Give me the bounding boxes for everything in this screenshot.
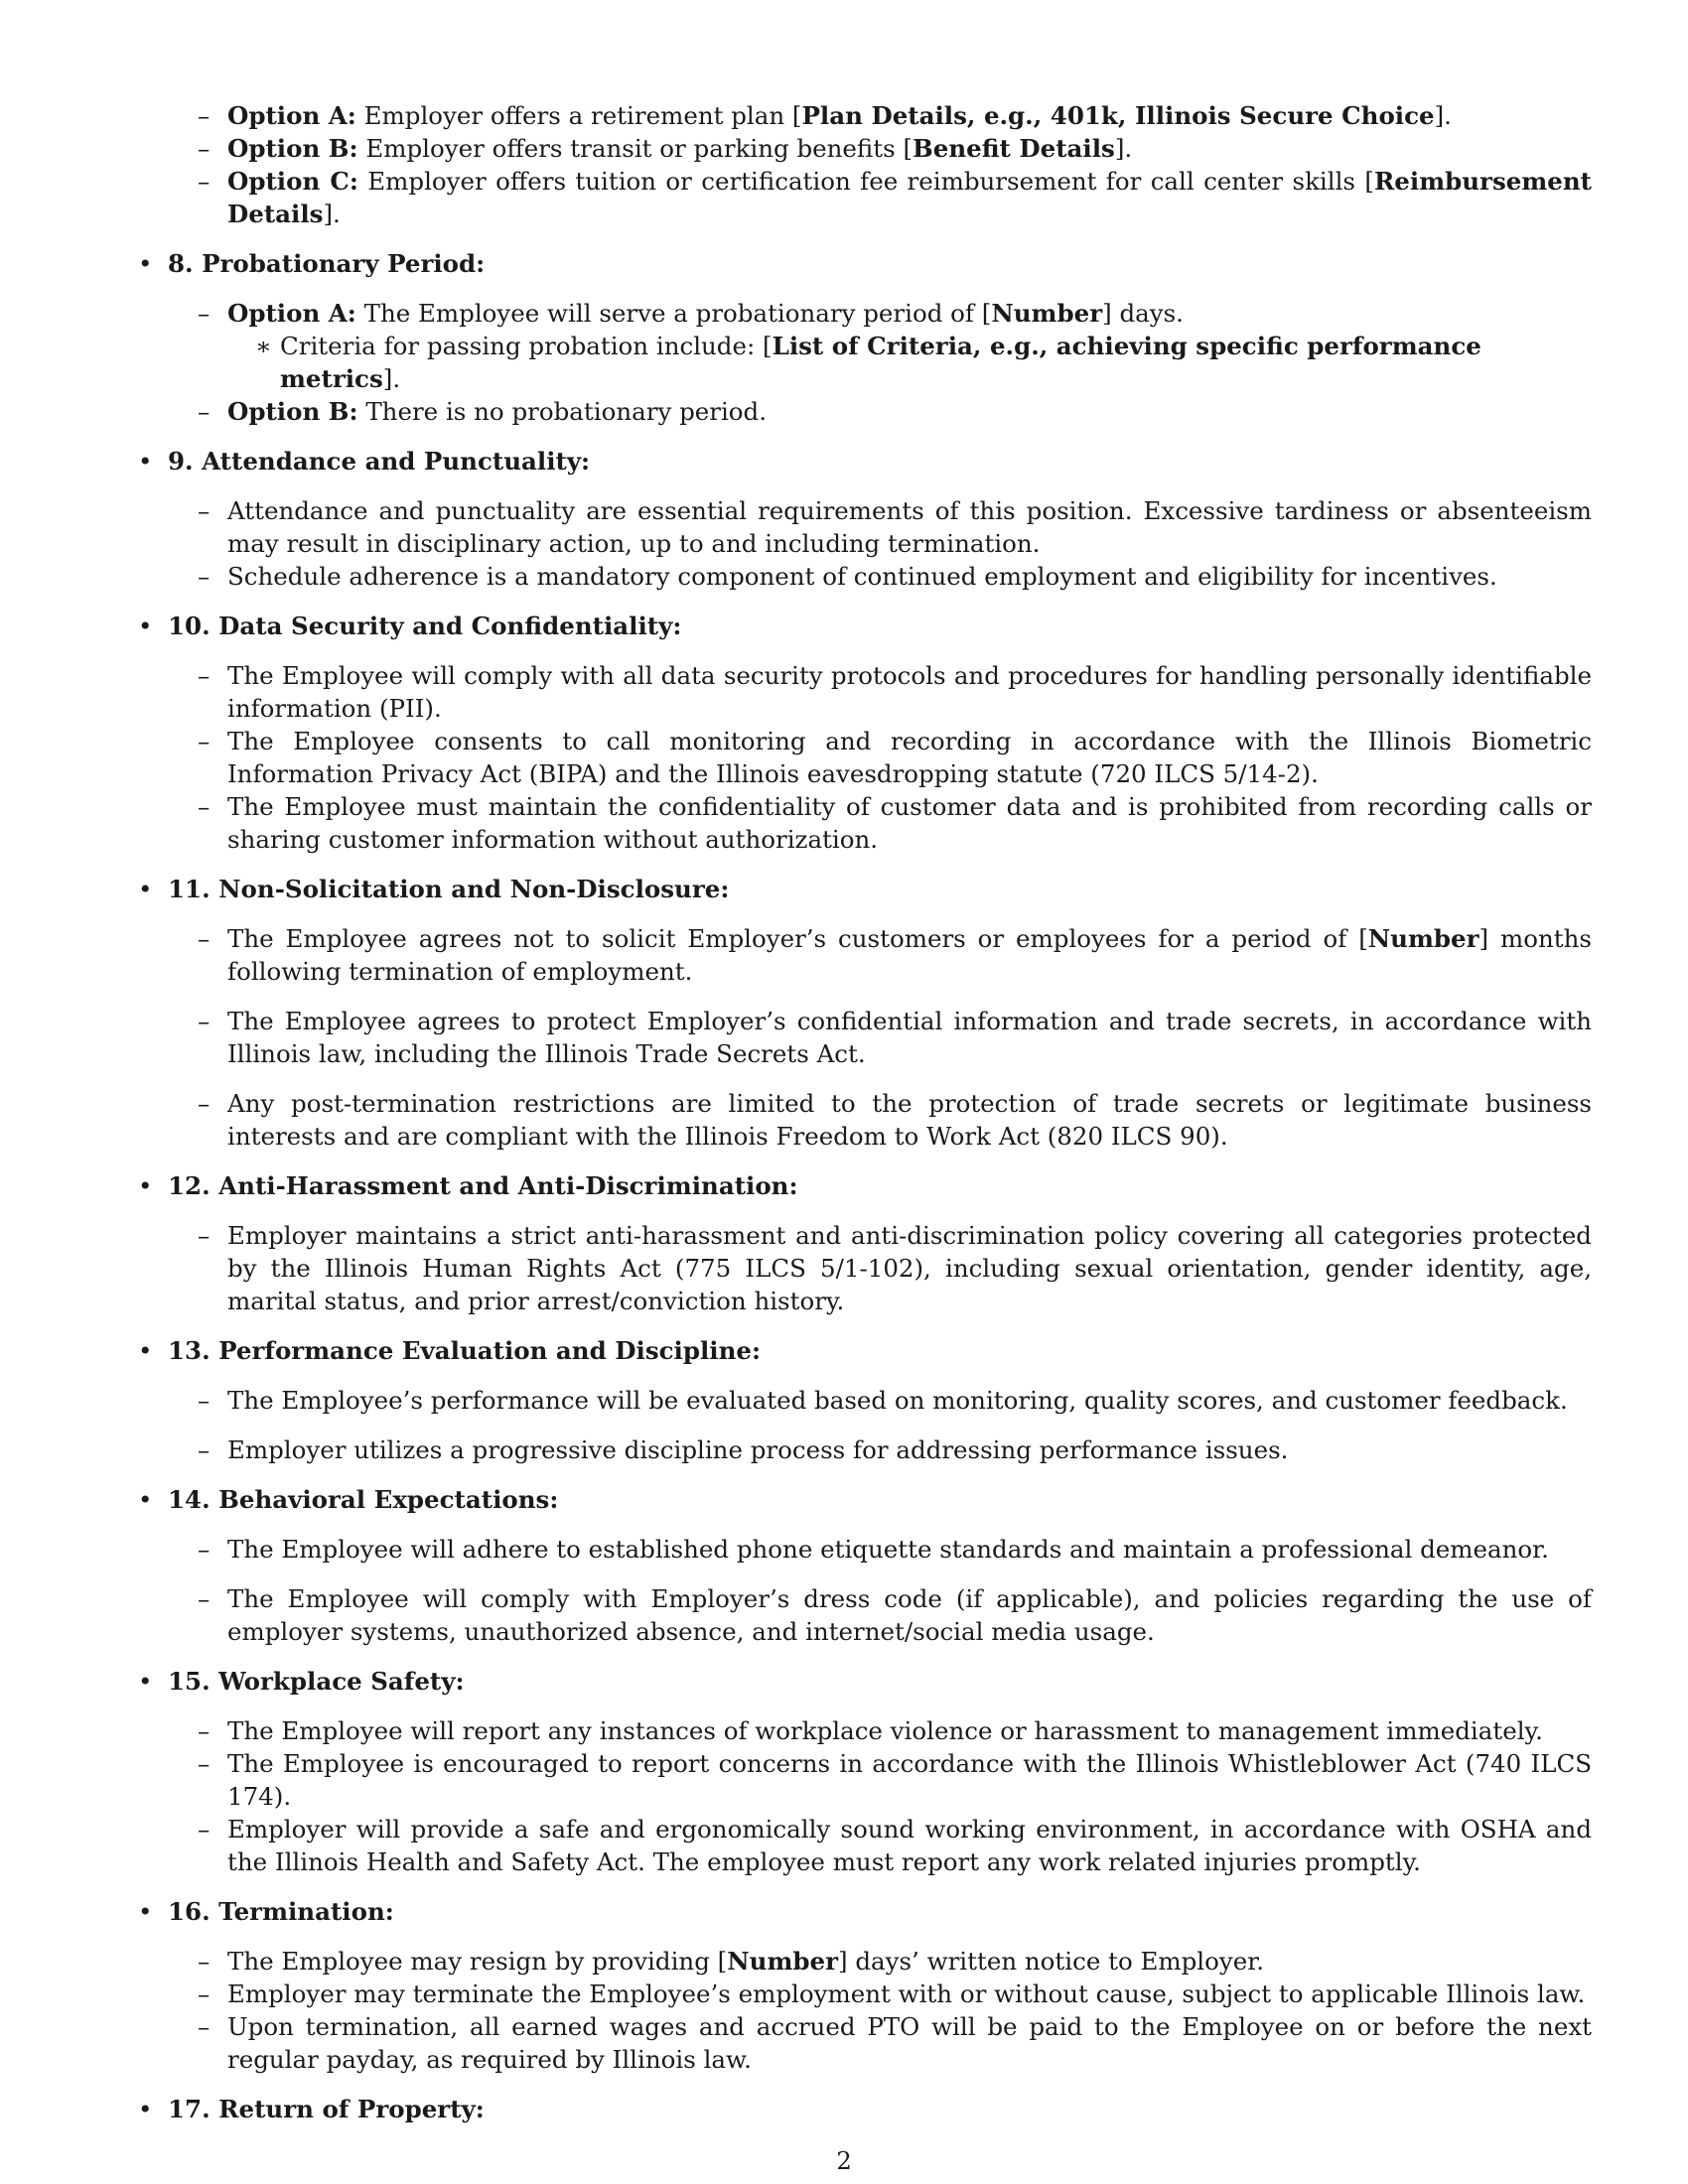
list-item — [134, 1945, 1592, 1978]
probation-criteria — [134, 330, 1592, 395]
section-heading — [134, 1169, 1592, 1202]
dash-marker: – — [198, 1749, 211, 1778]
item-text: Upon termination, all earned wages and accrued PTO will be paid to the Employee on or before the next regular payday, as required by Illinois law. — [227, 2012, 1592, 2074]
item-text: Employer maintains a strict anti-harassment and anti-discrimination policy covering all categories protected by the Illinois Human Rights Act (775 ILCS 5/1-102), including sexual orientation, gender identity, age, marital status, and prior arrest/conviction history. — [227, 1221, 1592, 1315]
dash-marker: – — [198, 1947, 211, 1976]
dash-marker: – — [198, 101, 211, 130]
section-heading — [134, 1895, 1592, 1928]
section-title: 8. Probationary Period: — [168, 249, 486, 278]
section-title: 16. Termination: — [168, 1897, 394, 1926]
dash-marker: – — [198, 1584, 211, 1613]
list-item — [134, 1219, 1592, 1317]
section-title: 11. Non-Solicitation and Non-Disclosure: — [168, 875, 730, 903]
item-text: The Employee consents to call monitoring and recording in accordance with the Illinois Biometric Information Privacy Act (BIPA) and the Illinois eavesdropping statute (720 ILCS 5/14-2). — [227, 727, 1592, 788]
list-item — [134, 1087, 1592, 1153]
section-title: 14. Behavioral Expectations: — [168, 1485, 559, 1514]
bullet-marker: • — [138, 1485, 153, 1514]
option-label: Option B: — [227, 134, 358, 163]
continuation-list — [134, 99, 1592, 230]
section-14-behavioral — [134, 1483, 1592, 1648]
item-text: The Employee will adhere to established phone etiquette standards and maintain a professional demeanor. — [227, 1535, 1549, 1564]
dash-marker: – — [198, 496, 211, 525]
item-text-end: ] months following termination of employment. — [227, 924, 1592, 986]
dash-marker: – — [198, 299, 211, 328]
section-heading — [134, 2093, 1592, 2125]
dash-marker: – — [198, 661, 211, 690]
section-title: 12. Anti-Harassment and Anti-Discrimination: — [168, 1171, 798, 1200]
bullet-marker: • — [138, 1897, 153, 1926]
list-item — [134, 2010, 1592, 2076]
item-text: The Employee will report any instances of workplace violence or harassment to management immediately. — [227, 1716, 1543, 1745]
item-text: Any post-termination restrictions are limited to the protection of trade secrets or legitimate business interests and are compliant with the Illinois Freedom to Work Act (820 ILCS 90). — [227, 1089, 1592, 1151]
option-a-retirement — [134, 99, 1592, 132]
bullet-marker: • — [138, 1667, 153, 1696]
item-text: Employer utilizes a progressive discipline process for addressing performance issues. — [227, 1435, 1289, 1464]
list-item — [134, 560, 1592, 593]
page-number: 2 — [836, 2146, 852, 2175]
criteria-text-end: ]. — [382, 364, 401, 393]
section-heading — [134, 1483, 1592, 1516]
bullet-marker: • — [138, 2095, 153, 2123]
section-title: 15. Workplace Safety: — [168, 1667, 465, 1696]
section-16-termination — [134, 1895, 1592, 2076]
placeholder-text: Benefit Details — [913, 134, 1115, 163]
item-text: Employer will provide a safe and ergonomically sound working environment, in accordance with OSHA and the Illinois Health and Safety Act. The employee must report any work related injuries promptly. — [227, 1815, 1592, 1876]
dash-marker: – — [198, 1435, 211, 1464]
list-item — [134, 790, 1592, 856]
dash-marker: – — [198, 1089, 211, 1118]
placeholder-text: List of Criteria, e.g., achieving specific performance metrics — [280, 332, 1481, 393]
placeholder-text: Plan Details, e.g., 401k, Illinois Secure Choice — [801, 101, 1435, 130]
criteria-text: Criteria for passing probation include: [ — [280, 332, 773, 360]
dash-marker: – — [198, 1007, 211, 1035]
list-item — [134, 1813, 1592, 1878]
placeholder-text: Number — [1367, 924, 1479, 953]
dash-marker: – — [198, 2012, 211, 2041]
item-text: Attendance and punctuality are essential requirements of this position. Excessive tardiness or absenteeism may result in disciplinary action, up to and including termination. — [227, 496, 1592, 558]
option-text: Employer offers a retirement plan [ — [363, 101, 802, 130]
section-title: 17. Return of Property: — [168, 2095, 485, 2123]
dash-marker: – — [198, 397, 211, 426]
list-item — [134, 1433, 1592, 1466]
section-title: 9. Attendance and Punctuality: — [168, 447, 591, 476]
option-b-transit — [134, 132, 1592, 165]
section-heading — [134, 610, 1592, 642]
option-text: Employer offers tuition or certification fee reimbursement for call center skills [ — [367, 167, 1374, 196]
dash-marker: – — [198, 134, 211, 163]
section-heading — [134, 1334, 1592, 1367]
list-item — [134, 1533, 1592, 1566]
section-13-performance — [134, 1334, 1592, 1466]
option-text: The Employee will serve a probationary period of [ — [363, 299, 992, 328]
bullet-marker: • — [138, 612, 153, 640]
item-text: The Employee may resign by providing [ — [227, 1947, 728, 1976]
bullet-marker: • — [138, 249, 153, 278]
list-item — [134, 1978, 1592, 2010]
list-item — [134, 1582, 1592, 1648]
option-text: Employer offers transit or parking benefits [ — [365, 134, 914, 163]
option-label: Option C: — [227, 167, 358, 196]
list-item — [134, 1747, 1592, 1813]
section-heading — [134, 445, 1592, 478]
item-text: The Employee’s performance will be evaluated based on monitoring, quality scores, and customer feedback. — [227, 1386, 1568, 1415]
section-12-anti-harassment — [134, 1169, 1592, 1317]
dash-marker: – — [198, 924, 211, 953]
option-a-probation — [134, 297, 1592, 330]
dash-marker: – — [198, 1716, 211, 1745]
bullet-marker: • — [138, 1336, 153, 1365]
option-text-end: ]. — [1114, 134, 1133, 163]
item-text: The Employee agrees to protect Employer’s confidential information and trade secrets, in accordance with Illinois law, including the Illinois Trade Secrets Act. — [227, 1007, 1592, 1068]
dash-marker: – — [198, 1979, 211, 2008]
item-text: The Employee will comply with Employer’s dress code (if applicable), and policies regarding the use of employer systems, unauthorized absence, and internet/social media usage. — [227, 1584, 1592, 1646]
bullet-marker: • — [138, 875, 153, 903]
item-text: The Employee agrees not to solicit Employer’s customers or employees for a period of [ — [227, 924, 1368, 953]
option-b-probation — [134, 395, 1592, 428]
list-item — [134, 494, 1592, 560]
item-text: The Employee will comply with all data security protocols and procedures for handling personally identifiable information (PII). — [227, 661, 1592, 723]
list-item — [134, 1005, 1592, 1070]
section-10-data-security — [134, 610, 1592, 856]
list-item — [134, 1714, 1592, 1747]
placeholder-text: Reimbursement Details — [227, 167, 1592, 228]
placeholder-text: Number — [727, 1947, 838, 1976]
bullet-marker: • — [138, 447, 153, 476]
option-label: Option B: — [227, 397, 358, 426]
option-text: There is no probationary period. — [365, 397, 768, 426]
item-text: Employer may terminate the Employee’s employment with or without cause, subject to applicable Illinois law. — [227, 1979, 1586, 2008]
section-15-workplace-safety — [134, 1665, 1592, 1878]
list-item — [134, 1384, 1592, 1417]
list-item — [134, 725, 1592, 790]
bullet-marker: • — [138, 1171, 153, 1200]
dash-marker: – — [198, 562, 211, 591]
option-text-end: ]. — [323, 200, 341, 228]
section-8-probationary-period — [134, 247, 1592, 428]
section-title: 13. Performance Evaluation and Discipline: — [168, 1336, 762, 1365]
placeholder-text: Number — [991, 299, 1103, 328]
list-item — [134, 659, 1592, 725]
section-heading — [134, 247, 1592, 280]
section-11-non-solicitation — [134, 873, 1592, 1153]
option-c-tuition — [134, 165, 1592, 230]
option-label: Option A: — [227, 299, 356, 328]
section-heading — [134, 873, 1592, 905]
section-heading — [134, 1665, 1592, 1698]
dash-marker: – — [198, 727, 211, 755]
dash-marker: – — [198, 1815, 211, 1843]
dash-marker: – — [198, 1535, 211, 1564]
dash-marker: – — [198, 1221, 211, 1250]
item-text-end: ] days’ written notice to Employer. — [838, 1947, 1265, 1976]
list-item — [134, 922, 1592, 988]
section-9-attendance — [134, 445, 1592, 593]
item-text: The Employee is encouraged to report concerns in accordance with the Illinois Whistleblower Act (740 ILCS 174). — [227, 1749, 1592, 1811]
option-text-end: ]. — [1434, 101, 1452, 130]
dash-marker: – — [198, 167, 211, 196]
section-title: 10. Data Security and Confidentiality: — [168, 612, 682, 640]
section-17-return-of-property — [134, 2093, 1592, 2125]
document-body — [134, 99, 1592, 2125]
dash-marker: – — [198, 792, 211, 821]
option-label: Option A: — [227, 101, 356, 130]
star-marker: ∗ — [255, 332, 272, 360]
option-text-end: ] days. — [1102, 299, 1184, 328]
item-text: Schedule adherence is a mandatory component of continued employment and eligibility for incentives. — [227, 562, 1497, 591]
item-text: The Employee must maintain the confidentiality of customer data and is prohibited from recording calls or sharing customer information without authorization. — [227, 792, 1592, 854]
dash-marker: – — [198, 1386, 211, 1415]
